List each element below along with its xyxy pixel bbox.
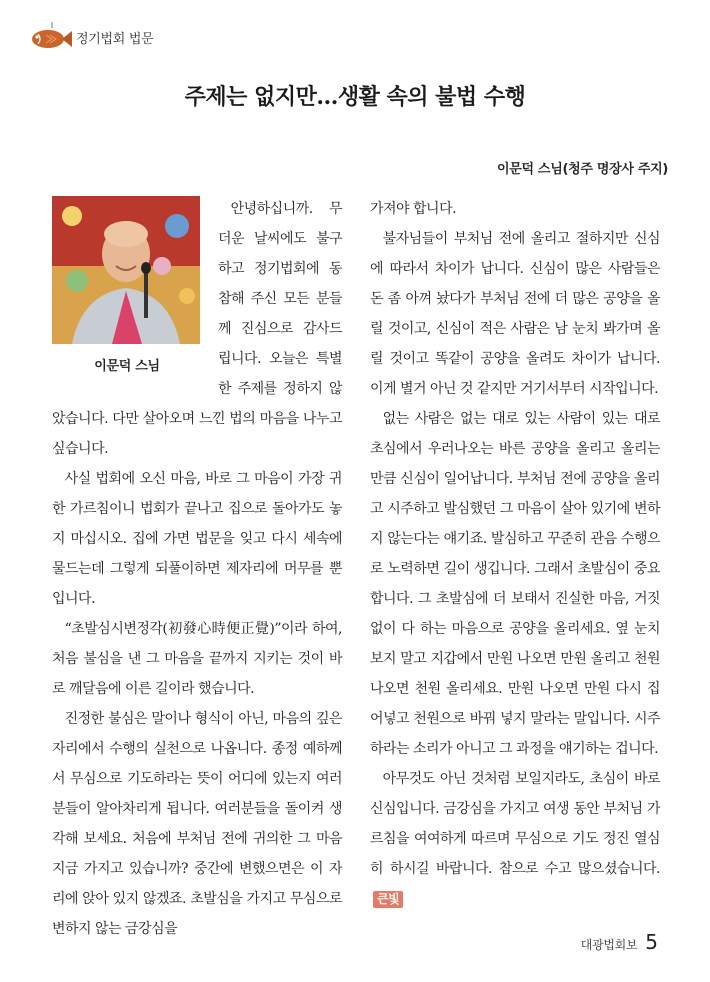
paragraph-last — [370, 764, 660, 914]
article-author: 이문덕 스님(청주 명장사 주지) — [496, 162, 668, 177]
paragraph: 사실 법회에 오신 마음, 바로 그 마음이 가장 귀한 가르침이니 법회가 끝나고 집으로 돌아가도 놓지 마십시오. 집에 가면 법문을 잊고 다시 세속에 물드는데 그렇게 되풀이하면 제자리에 머무를 뿐입니다. — [52, 471, 342, 607]
fish-icon — [28, 22, 72, 52]
monk-photo — [52, 196, 200, 344]
publication-name: 대광법회보 — [580, 938, 638, 952]
section-label: 정기법회 법문 — [76, 31, 154, 47]
paragraph: 불자님들이 부처님 전에 올리고 절하지만 신심에 따라서 차이가 납니다. 신심이 많은 사람들은 돈 좀 아껴 놨다가 부처님 전에 더 많은 공양을 올릴 것이고, 신심이 적은 사람은 남 눈치 봐가며 올릴 것이고 똑같이 공양을 올려도 차이가 납니다. 이게 별거 아닌 것 같지만 거기서부터 시작입니다. — [370, 231, 660, 397]
page-footer — [581, 930, 658, 954]
author-photo-block — [52, 196, 202, 392]
paragraph: “초발심시변정각(初發心時便正覺)”이라 하여, 처음 불심을 낸 그 마음을 끝까지 지키는 것이 바로 깨달음에 이른 길이라 했습니다. — [52, 621, 342, 697]
paragraph: 가져야 합니다. — [370, 201, 457, 217]
left-column — [52, 194, 342, 944]
paragraph: 진정한 불심은 말이나 형식이 아닌, 마음의 깊은 자리에서 수행의 실천으로 나옵니다. 종정 예하께서 무심으로 기도하라는 뜻이 어디에 있는지 여러분들이 알아차리게 됩니다. 여러분들을 돌이켜 생각해 보세요. 처음에 부처님 전에 귀의한 그 마음 지금 가지고 있습니까? 중간에 변했으면은 이 자리에 앉아 있지 않겠죠. 초발심을 가지고 무심으로 변하지 않는 금강심을 — [52, 711, 342, 937]
paragraph-text: 아무것도 아닌 것처럼 보일지라도, 초심이 바로 신심입니다. 금강심을 가지고 여생 동안 부처님 가르침을 여여하게 따르며 무심으로 기도 정진 열심히 하시길 바랍니다. 참으로 수고 많으셨습니다. — [370, 771, 660, 877]
paragraph: 안녕하십니까. 무더운 날씨에도 불구하고 정기법회에 동참해 주신 모든 분들께 진심으로 감사드립니다. 오늘은 특별한 주제를 정하지 않았습니다. 다만 살아오며 느낀 법의 마음을 나누고 싶습니다. — [52, 201, 342, 457]
photo-caption: 이문덕 스님 — [94, 359, 160, 374]
page-header — [28, 22, 153, 52]
article-title: 주제는 없지만…생활 속의 불법 수행 — [184, 84, 526, 110]
paragraph: 없는 사람은 없는 대로 있는 사람이 있는 대로 초심에서 우러나오는 바른 공양을 올리고 올리는 만큼 신심이 일어납니다. 부처님 전에 공양을 올리고 시주하고 발심했던 그 마음이 살아 있기에 변하지 않는다는 얘기죠. 발심하고 꾸준히 관음 수행으로 노력하면 길이 생깁니다. 그래서 초발심이 중요합니다. 그 초발심에 더 보태서 진실한 마음, 거짓 없이 다 하는 마음으로 공양을 올리세요. 옆 눈치 보지 말고 지갑에서 만원 나오면 만원 올리고 천원 나오면 천원 올리세요. 만원 나오면 만원 다시 집어넣고 천원으로 바꿔 넣지 말라는 말입니다. 시주하라는 소리가 아니고 그 과정을 얘기하는 겁니다. — [370, 411, 660, 757]
end-badge: 큰빛 — [373, 891, 403, 908]
right-column — [370, 194, 660, 914]
page-number: 5 — [645, 930, 658, 954]
